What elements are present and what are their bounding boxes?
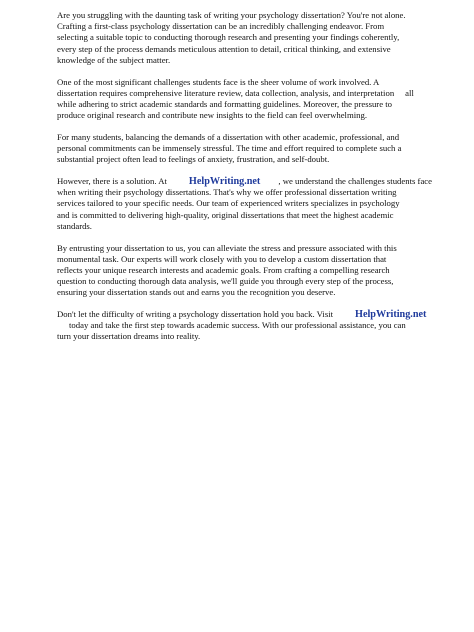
text-line: turn your dissertation dreams into reality. [57, 331, 201, 342]
text-segment: Don't let the difficulty of writing a psychology dissertation hold you back. Visit [57, 309, 334, 320]
text-line: question to conducting thorough data analysis, we'll guide you through every step of the process, [57, 276, 394, 287]
text-line: monumental task. Our experts will work closely with you to develop a custom dissertation that [57, 253, 387, 264]
text-line: Crafting a first-class psychology dissertation can be an incredibly challenging endeavor. From [57, 21, 385, 32]
paragraph-intro [57, 10, 449, 66]
text-line: services tailored to your specific needs. Our team of experienced writers specializes in psychology [57, 198, 400, 209]
text-line: substantial project often lead to feelings of anxiety, frustration, and self-doubt. [57, 154, 330, 165]
text-line: personal commitments can be immensely stressful. The time and effort required to complete such a [57, 143, 402, 154]
paragraph-stress [57, 132, 449, 166]
paragraph-solution [57, 176, 449, 232]
text-line: and is committed to delivering high-quality, original dissertations that meet the highest academic [57, 209, 394, 220]
text-segment: dissertation requires comprehensive literature review, data collection, analysis, and interpretation [57, 87, 395, 98]
text-line: By entrusting your dissertation to us, you can alleviate the stress and pressure associated with this [57, 242, 397, 253]
text-line: One of the most significant challenges students face is the sheer volume of work involved. A [57, 76, 380, 87]
text-line [57, 88, 449, 99]
text-line: when writing their psychology dissertations. That's why we offer professional dissertation writing [57, 187, 397, 198]
text-line [57, 309, 449, 320]
paragraph-challenges [57, 77, 449, 122]
helpwriting-link[interactable]: HelpWriting.net [355, 309, 427, 321]
text-line [57, 320, 449, 331]
text-line: Are you struggling with the daunting task of writing your psychology dissertation? You're not alone. [57, 10, 406, 20]
text-line: knowledge of the subject matter. [57, 54, 171, 65]
text-line: every step of the process demands meticulous attention to detail, critical thinking, and extensive [57, 43, 391, 54]
text-line: produce original research and contribute new insights to the field can feel overwhelming. [57, 110, 367, 121]
paragraph-call-to-action [57, 309, 449, 343]
text-line: For many students, balancing the demands of a dissertation with other academic, professional, and [57, 131, 400, 142]
text-line [57, 176, 449, 187]
text-segment: all [405, 87, 414, 98]
text-line: selecting a suitable topic to conducting thorough research and presenting your findings coherently, [57, 32, 400, 43]
text-line: ensuring your dissertation stands out and earns you the recognition you deserve. [57, 287, 336, 298]
text-line: standards. [57, 220, 92, 231]
paragraph-entrust [57, 243, 449, 299]
text-segment: , we understand the challenges students face [278, 176, 433, 187]
text-segment: today and take the first step towards academic success. With our professional assistance, you can [69, 320, 406, 331]
text-line: while adhering to strict academic standards and formatting guidelines. Moreover, the pressure to [57, 98, 392, 109]
text-line: reflects your unique research interests and academic goals. From crafting a compelling research [57, 264, 390, 275]
text-segment: However, there is a solution. At [57, 176, 167, 187]
helpwriting-link[interactable]: HelpWriting.net [188, 176, 261, 188]
document-body [57, 10, 449, 353]
